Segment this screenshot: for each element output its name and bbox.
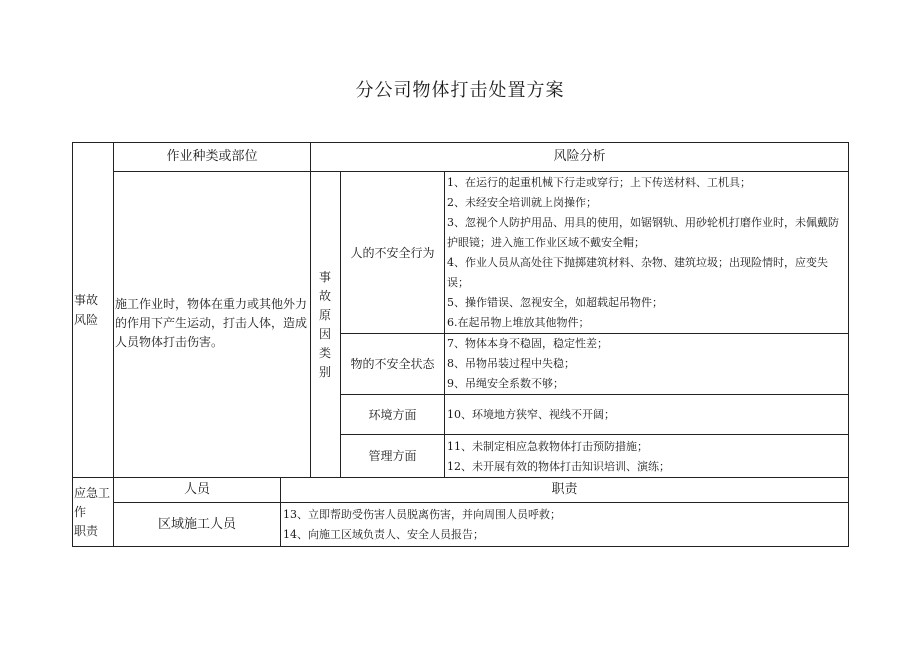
page-title: 分公司物体打击处置方案 bbox=[355, 80, 565, 101]
emergency-row-label bbox=[74, 484, 114, 541]
cause-char: 因 bbox=[318, 327, 331, 341]
duties-list bbox=[283, 505, 845, 545]
work-description: 施工作业时，物体在重力或其他外力的作用下产生运动，打击人体，造成人员物体打击伤害。 bbox=[115, 297, 308, 349]
category-object-state: 物的不安全状态 bbox=[350, 357, 435, 371]
human-behavior-items bbox=[447, 173, 845, 333]
header-personnel: 人员 bbox=[183, 482, 210, 497]
environment-items bbox=[447, 405, 845, 425]
cause-char: 类 bbox=[318, 346, 331, 360]
emergency-row-label-line: 作 bbox=[74, 505, 87, 519]
category-management: 管理方面 bbox=[368, 449, 417, 463]
list-item: 11、未制定相应急救物体打击预防措施； bbox=[447, 440, 648, 453]
risk-row-label bbox=[74, 290, 114, 330]
list-item: 14、向施工区域负责人、安全人员报告； bbox=[283, 528, 484, 541]
list-item: 13、立即帮助受伤害人员脱离伤害，并向周围人员呼救； bbox=[283, 508, 561, 521]
list-item: 4、作业人员从高处往下抛掷建筑材料、杂物、建筑垃圾；出现险情时，应变失误； bbox=[447, 256, 828, 289]
header-duties: 职责 bbox=[551, 482, 578, 497]
cause-char: 别 bbox=[318, 365, 331, 379]
object-state-items bbox=[447, 334, 845, 394]
header-risk-analysis: 风险分析 bbox=[553, 149, 606, 164]
list-item: 8、吊物吊装过程中失稳； bbox=[447, 357, 575, 370]
cause-char: 原 bbox=[318, 308, 331, 322]
header-work-type: 作业种类或部位 bbox=[166, 149, 258, 164]
list-item: 5、操作错误、忽视安全，如超载起吊物件； bbox=[447, 296, 663, 309]
list-item: 6.在起吊物上堆放其他物件； bbox=[447, 316, 590, 329]
category-environment: 环境方面 bbox=[368, 407, 417, 422]
management-items bbox=[447, 437, 845, 477]
list-item: 2、未经安全培训就上岗操作； bbox=[447, 196, 597, 209]
emergency-row-label-line: 应急工 bbox=[74, 486, 111, 500]
list-item: 1、在运行的起重机械下行走或穿行；上下传送材料、工机具； bbox=[447, 176, 751, 189]
risk-row-label-line: 风险 bbox=[74, 313, 99, 327]
cause-category-label bbox=[318, 268, 332, 382]
emergency-row-label-line: 职责 bbox=[74, 524, 99, 538]
list-item: 7、物体本身不稳固，稳定性差； bbox=[447, 337, 608, 350]
cause-char: 事 bbox=[318, 270, 331, 284]
category-human-behavior: 人的不安全行为 bbox=[350, 245, 435, 260]
list-item: 10、环境地方狭窄、视线不开阔； bbox=[447, 408, 615, 421]
list-item: 3、忽视个人防护用品、用具的使用，如锯钢轨、用砂轮机打磨作业时，未佩戴防护眼镜；进入施工作业区域不戴安全帽； bbox=[447, 216, 839, 249]
list-item: 9、吊绳安全系数不够； bbox=[447, 377, 564, 390]
list-item: 12、未开展有效的物体打击知识培训、演练； bbox=[447, 460, 670, 473]
risk-row-label-line: 事故 bbox=[74, 293, 99, 307]
cause-char: 故 bbox=[318, 289, 331, 303]
personnel-name: 区域施工人员 bbox=[157, 516, 236, 532]
